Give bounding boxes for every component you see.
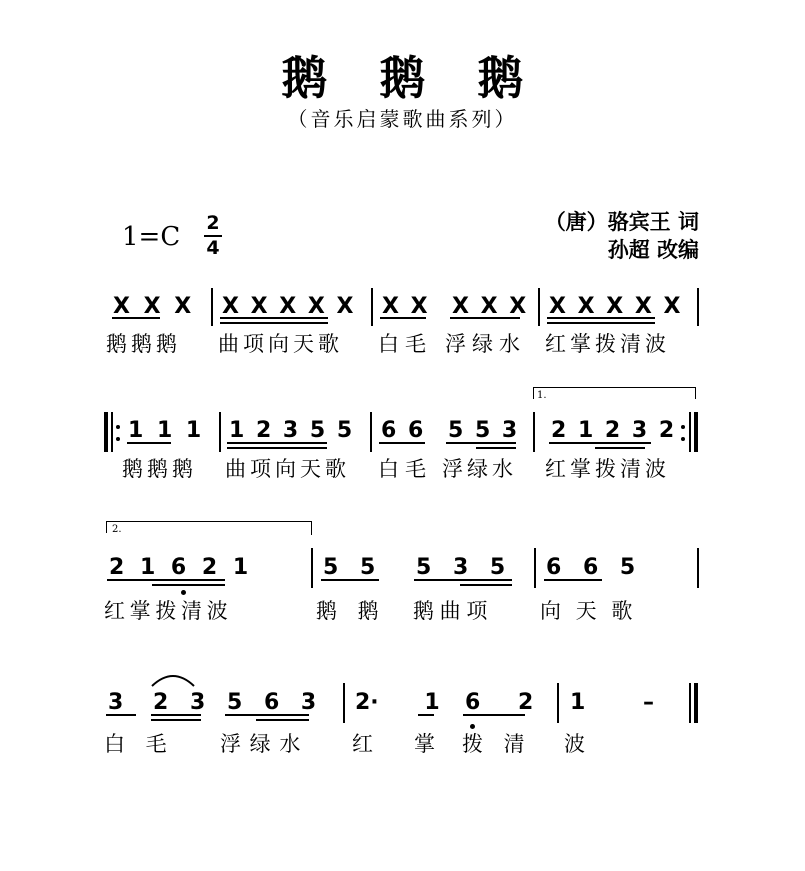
first-ending-bracket: [533, 387, 696, 388]
notes-measure-3a: 6 6: [381, 418, 424, 443]
barline: [311, 548, 313, 588]
arranger-credit: 孙超 改编: [607, 238, 699, 262]
underline: [321, 579, 379, 581]
repeat-start-thin-bar: [111, 412, 113, 452]
notes-measure-5: 2 1 6 2 1: [109, 555, 249, 580]
time-signature: [203, 212, 223, 260]
notes-measure-4: 2 1 2 3 2: [551, 418, 675, 443]
underline: [225, 714, 309, 716]
second-ending-label: 2.: [112, 524, 122, 535]
barline: [533, 412, 535, 452]
rhythm-measure-4: X X X X X: [549, 294, 681, 319]
lyric-line-1-part-5: 红掌拨清波: [545, 332, 670, 356]
double-underline: [152, 584, 225, 586]
notes-measure-8b: 5 6 3: [227, 690, 317, 715]
underline: [446, 442, 516, 444]
double-underline: [460, 584, 512, 586]
underline: [544, 579, 602, 581]
lyric-line-4-part-6: 波: [564, 732, 585, 756]
notes-measure-7: 6 6 5: [546, 555, 636, 580]
lyric-line-2-part-3: 白毛: [378, 457, 432, 481]
lyric-line-4-part-5: 拨 清: [462, 732, 525, 756]
lyric-line-4-part-3: 红: [352, 732, 373, 756]
second-ending-bracket-end: [311, 521, 312, 535]
notes-slurred-pair: 2 3: [153, 690, 206, 715]
underline: [547, 317, 655, 319]
lyric-line-2-part-4: 浮绿水: [442, 457, 517, 481]
lyric-line-1-part-3: 白毛: [378, 332, 432, 356]
barline: [538, 288, 540, 326]
double-underline: [256, 719, 309, 721]
underline: [220, 317, 328, 319]
lyric-line-1-part-1: 鹅鹅鹅: [106, 332, 181, 356]
notes-measure-3b: 5 5 3: [448, 418, 518, 443]
repeat-dot: [116, 425, 120, 429]
second-ending-bracket: [106, 521, 312, 522]
underline: [463, 714, 525, 716]
lyric-line-2-part-2: 曲项向天歌: [225, 457, 350, 481]
double-underline: [220, 322, 328, 324]
rhythm-measure-3b: X X X: [452, 294, 527, 319]
notes-measure-2: 1 2 3 5 5: [229, 418, 353, 443]
underline: [379, 442, 425, 444]
notes-measure-9a: 2· 1: [355, 690, 440, 715]
barline: [697, 548, 699, 588]
lyric-line-1-part-2: 曲项向天歌: [218, 332, 343, 356]
double-underline: [547, 322, 655, 324]
underline: [380, 317, 426, 319]
barline: [219, 412, 221, 452]
repeat-dot: [681, 425, 685, 429]
double-underline: [476, 447, 516, 449]
barline: [343, 683, 345, 723]
double-underline: [227, 447, 327, 449]
notes-final-measure: 1 –: [570, 690, 654, 715]
first-ending-label: 1.: [537, 390, 547, 401]
lyric-line-3-part-3: 鹅 曲 项: [413, 599, 488, 623]
barline: [211, 288, 213, 326]
lyric-line-2-part-5: 红掌拨清波: [545, 457, 670, 481]
barline: [697, 288, 699, 326]
lyric-line-3-part-2: 鹅 鹅: [316, 599, 379, 623]
repeat-end-thick-bar: [694, 412, 698, 452]
underline: [414, 579, 512, 581]
repeat-dot: [681, 437, 685, 441]
barline: [370, 412, 372, 452]
double-underline: [151, 719, 201, 721]
repeat-end-thin-bar: [689, 412, 691, 452]
repeat-start-thick-bar: [104, 412, 108, 452]
underline: [151, 714, 201, 716]
lyricist-credit: （唐）骆宾王 词: [544, 210, 699, 234]
low-octave-dot: [181, 590, 186, 595]
underline: [418, 714, 434, 716]
slur-mark: [150, 672, 196, 688]
rhythm-measure-3a: X X: [382, 294, 428, 319]
underline: [107, 579, 225, 581]
time-numerator: 2: [206, 212, 220, 234]
notes-measure-6b: 5 3 5: [416, 555, 506, 580]
lyric-line-4-part-1: 白 毛: [104, 732, 167, 756]
lyric-line-4-part-4: 掌: [414, 732, 435, 756]
song-subtitle: （音乐启蒙歌曲系列）: [287, 107, 518, 131]
time-denominator: 4: [206, 237, 220, 259]
key-signature: 1=C: [122, 222, 181, 252]
underline: [549, 442, 651, 444]
lyric-line-2-part-1: 鹅鹅鹅: [122, 457, 197, 481]
final-thin-bar: [689, 683, 691, 723]
notes-measure-1: 1 1 1: [128, 418, 202, 443]
double-underline: [595, 447, 645, 449]
underline: [112, 317, 160, 319]
underline: [106, 714, 136, 716]
lyric-line-4-part-2: 浮 绿 水: [220, 732, 301, 756]
first-ending-bracket-start: [533, 387, 534, 399]
rhythm-measure-1: X X X: [113, 294, 192, 319]
underline: [127, 442, 171, 444]
lyric-line-1-part-4: 浮绿水: [445, 332, 526, 356]
notes-measure-6a: 5 5: [323, 555, 376, 580]
notes-measure-9b: 6 2: [465, 690, 534, 715]
first-ending-bracket-end: [695, 387, 696, 399]
underline: [450, 317, 520, 319]
low-octave-dot: [470, 724, 475, 729]
second-ending-bracket-start: [106, 521, 107, 533]
barline: [557, 683, 559, 723]
barline: [534, 548, 536, 588]
barline: [371, 288, 373, 326]
lyric-line-3-part-4: 向 天 歌: [540, 599, 633, 623]
final-thick-bar: [694, 683, 698, 723]
repeat-dot: [116, 437, 120, 441]
rhythm-measure-2: X X X X X: [222, 294, 354, 319]
song-title: 鹅 鹅 鹅: [281, 51, 542, 105]
note-3: 3: [108, 690, 124, 715]
underline: [227, 442, 327, 444]
lyric-line-3-part-1: 红 掌 拨 清 波: [104, 599, 228, 623]
